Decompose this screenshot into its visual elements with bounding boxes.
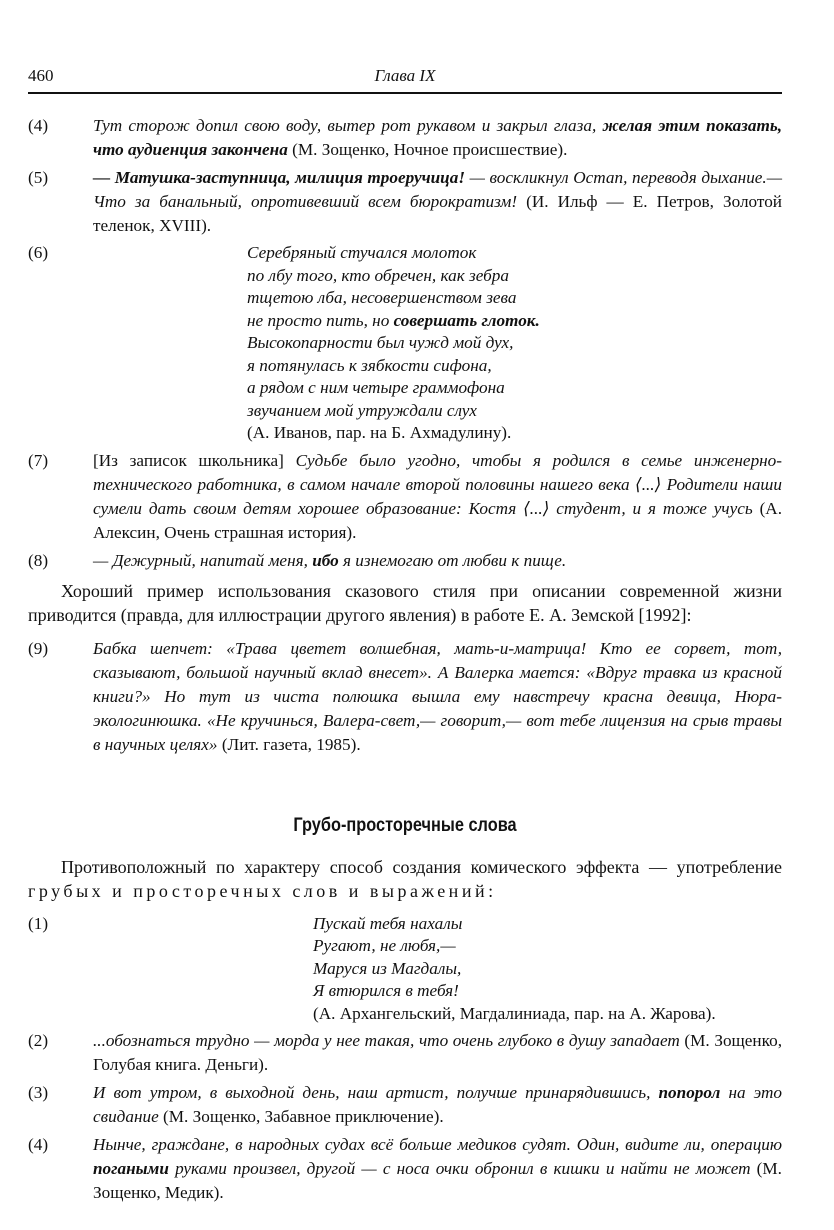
- example-number: (1): [28, 913, 49, 933]
- example-text: Бабка шепчет: «Трава цветет волшебная, мать-и-матрица! Кто ее сорвет, тот, сказывают, большой научный вклад внесет». А Валерка мается: «Вдруг травка из красной книги?» Но тут из чиста полюшка вышла ему навстречу красна девица, Нюра-экологинюшка. «Не кручинься, Валера-свет,— говорит,— вот тебе лицензия на срыв травы в научных целях»: [93, 638, 782, 754]
- poem-line: [313, 980, 782, 1003]
- source-citation: (М. Зощенко, Голубая книга. Деньги).: [93, 1031, 782, 1074]
- example-text: я потянулась к зябкости сифона,: [247, 355, 492, 375]
- example-text: я изнемогаю от любви к пище.: [338, 550, 567, 570]
- example-item: [28, 166, 782, 238]
- example-item: [28, 913, 782, 1026]
- example-text: Нынче, граждане, в народных судах всё больше медиков судят. Один, видите ли, операцию: [93, 1135, 782, 1154]
- paragraph: [28, 855, 782, 903]
- page-number: 460: [28, 66, 54, 85]
- example-number: (4): [28, 116, 49, 135]
- example-text: Серебряный стучался молоток: [247, 243, 477, 262]
- source-citation: (А. Иванов, пар. на Б. Ахмадулину).: [247, 423, 512, 442]
- paragraph-end: :: [488, 880, 494, 901]
- example-text: ...обознаться трудно — морда у нее такая, что очень глубоко в душу западает: [93, 1031, 680, 1050]
- example-text: не просто пить, но: [247, 310, 394, 330]
- example-number: (5): [28, 168, 49, 187]
- example-text: на это свидание: [93, 1083, 782, 1126]
- examples-group-c: [28, 913, 782, 1206]
- example-number: (2): [28, 1031, 49, 1050]
- examples-group-b: [28, 637, 782, 757]
- poem-line: [313, 1003, 782, 1026]
- example-item: [28, 114, 782, 162]
- emphasized-text: погаными: [93, 1159, 169, 1178]
- poem-line: [247, 355, 782, 378]
- poem-line: [247, 287, 782, 310]
- example-item: [28, 449, 782, 545]
- example-text: звучанием мой утруждали слух: [247, 400, 477, 420]
- example-item: [28, 1029, 782, 1077]
- emphasized-text: попорол: [658, 1083, 721, 1102]
- source-citation: [Из записок школьника]: [93, 450, 296, 470]
- spaced-emphasis: грубых и просторечных слов и выражений: [28, 880, 489, 901]
- example-text: — Дежурный, напитай меня,: [93, 550, 313, 570]
- example-text: Я втюрился в тебя!: [313, 981, 459, 1000]
- poem-line: [247, 332, 782, 355]
- chapter-title: Глава IX: [374, 66, 436, 85]
- example-text: Высокопарности был чужд мой дух,: [247, 333, 514, 352]
- example-text: — воскликнул Остап, переводя дыхание.— Что за банальный, опротивевший всем бюрократизм!: [93, 168, 782, 211]
- emphasized-text: ибо: [312, 550, 339, 570]
- poem-line: [247, 242, 782, 265]
- emphasized-text: — Матушка-заступница, милиция троеручица!: [93, 168, 466, 187]
- example-text: Пускай тебя нахалы: [313, 913, 463, 933]
- example-text: Тут сторож допил свою воду, вытер рот рукавом и закрыл глаза,: [93, 116, 603, 135]
- example-number: (8): [28, 550, 49, 570]
- source-citation: (М. Зощенко, Медик).: [93, 1159, 782, 1202]
- poem-line: [247, 377, 782, 400]
- page-body: [28, 114, 782, 1209]
- source-citation: (И. Ильф — Е. Петров, Золотой теленок, XVIII).: [93, 192, 782, 235]
- source-citation: (М. Зощенко, Ночное происшествие).: [287, 140, 568, 159]
- poem-line: [247, 310, 782, 333]
- emphasized-text: совершать глоток.: [393, 310, 540, 330]
- example-text: Судьбе было угодно, чтобы я родился в семье инженерно-технического работника, в самом начале второй половины нашего века ⟨...⟩ Родители наши сумели дать своим детям хорошее образование: Костя ⟨...⟩ студент, и я тоже учусь: [93, 450, 783, 518]
- paragraph: Хороший пример использования сказового стиля при описании современной жизни приводится (правда, для иллюстрации другого явления) в работе Е. А. Земской [1992]:: [28, 580, 782, 625]
- example-number: (4): [28, 1135, 49, 1154]
- source-citation: (А. Алексин, Очень страшная история).: [93, 498, 783, 542]
- section-heading: Грубо-просторечные слова: [293, 814, 517, 836]
- example-text: по лбу того, кто обречен, как зебра: [247, 265, 509, 285]
- example-number: (9): [28, 638, 49, 658]
- example-text: а рядом с ним четыре граммофона: [247, 378, 505, 397]
- poem-line: [247, 422, 782, 445]
- emphasized-text: желая этим показать, что аудиенция закончена: [93, 116, 782, 159]
- poem-line: [313, 913, 782, 936]
- example-text: И вот утром, в выходной день, наш артист, получше принарядившись,: [93, 1083, 659, 1102]
- source-citation: (М. Зощенко, Забавное приключение).: [158, 1107, 444, 1126]
- poem-line: [313, 958, 782, 981]
- poem-line: [313, 935, 782, 958]
- source-citation: (А. Архангельский, Магдалиниада, пар. на А. Жарова).: [313, 1003, 716, 1023]
- running-header: [28, 66, 782, 94]
- source-citation: (Лит. газета, 1985).: [217, 734, 361, 754]
- example-number: (3): [28, 1083, 49, 1102]
- paragraph-text: Противоположный по характеру способ создания комического эффекта — употребление: [61, 856, 782, 877]
- example-text: тщетою лба, несовершенством зева: [247, 288, 517, 307]
- example-text: Ругают, не любя,—: [313, 936, 456, 955]
- example-number: (7): [28, 450, 49, 470]
- example-number: (6): [28, 243, 49, 262]
- poem-line: [247, 400, 782, 423]
- examples-group-a: [28, 114, 782, 573]
- example-item: [28, 637, 782, 757]
- example-item: [28, 549, 782, 573]
- example-item: [28, 1133, 782, 1205]
- example-text: Маруся из Магдалы,: [313, 958, 462, 978]
- example-item: [28, 242, 782, 445]
- example-item: [28, 1081, 782, 1129]
- example-text: руками произвел, другой — с носа очки обронил в кишки и найти не может: [168, 1159, 751, 1178]
- poem-line: [247, 265, 782, 288]
